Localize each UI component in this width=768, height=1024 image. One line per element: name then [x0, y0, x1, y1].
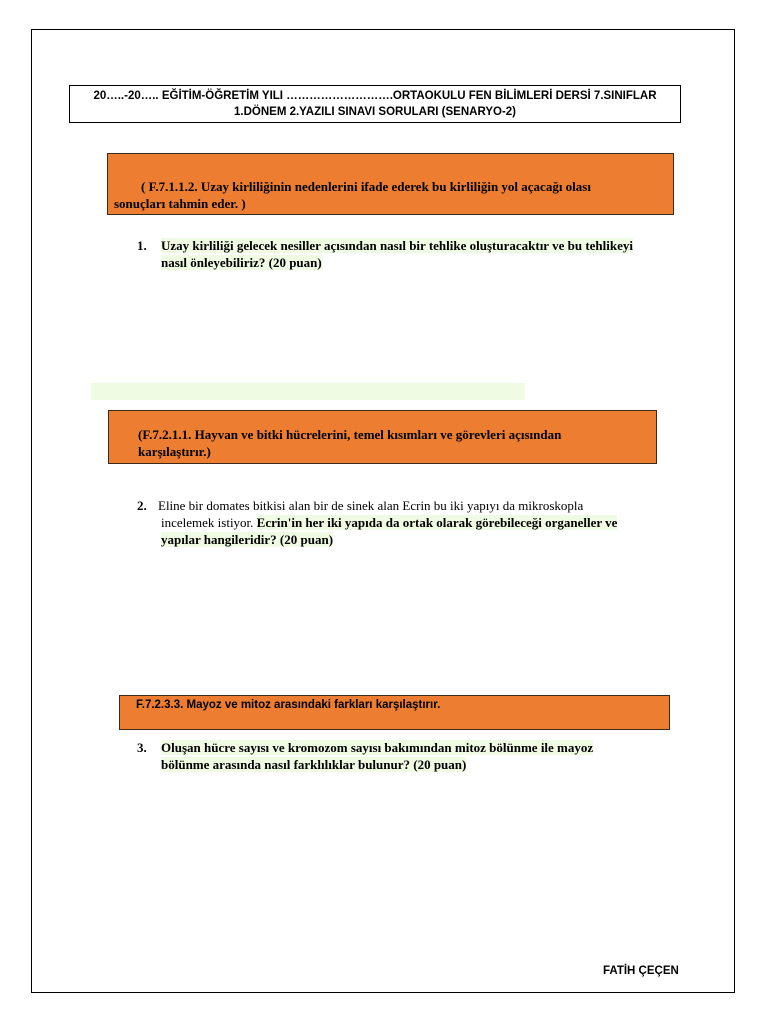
question-2-line3: yapılar hangileridir? (20 puan)	[161, 532, 334, 547]
objective-2-line1: (F.7.2.1.1. Hayvan ve bitki hücrelerini, temel kısımları ve görevleri açısından	[138, 427, 562, 442]
objective-box-3	[119, 695, 670, 730]
question-3-line1: Oluşan hücre sayısı ve kromozom sayısı bakımından mitoz bölünme ile mayoz	[161, 740, 594, 755]
question-2-number: 2.	[137, 498, 147, 513]
author-name: FATİH ÇEÇEN	[603, 965, 679, 977]
question-2-line2-plain: incelemek istiyor.	[161, 515, 257, 530]
exam-header-line2: 1.DÖNEM 2.YAZILI SINAVI SORULARI (SENARYO-2)	[234, 106, 516, 118]
objective-3-line1: F.7.2.3.3. Mayoz ve mitoz arasındaki farkları karşılaştırır.	[136, 699, 441, 711]
objective-box-2	[108, 410, 657, 464]
objective-1-line2: sonuçları tahmin eder. )	[114, 196, 246, 211]
highlight-band	[91, 383, 525, 400]
question-1-number: 1.	[137, 238, 147, 253]
question-2-line2-bold: Ecrin'in her iki yapıda da ortak olarak görebileceği organeller ve	[256, 515, 618, 530]
question-3-line2: bölünme arasında nasıl farklılıklar bulunur? (20 puan)	[161, 757, 467, 772]
question-1-line1: Uzay kirliliği gelecek nesiller açısından nasıl bir tehlike oluşturacaktır ve bu tehlikeyi	[161, 238, 633, 253]
objective-box-1	[107, 153, 674, 215]
objective-2-line2: karşılaştırır.)	[138, 444, 211, 459]
question-3-number: 3.	[137, 740, 147, 755]
question-1-line2: nasıl önleyebiliriz? (20 puan)	[161, 255, 322, 270]
exam-header-line1: 20…..-20….. EĞİTİM-ÖĞRETİM YILI ……………………….ORTAOKULU FEN BİLİMLERİ DERSİ 7.SINIFLAR	[93, 90, 657, 102]
exam-header	[69, 85, 681, 123]
objective-1-line1: ( F.7.1.1.2. Uzay kirliliğinin nedenlerini ifade ederek bu kirliliğin yol açacağı olası	[141, 179, 591, 194]
question-2-line1: Eline bir domates bitkisi alan bir de sinek alan Ecrin bu iki yapıyı da mikroskopla	[158, 498, 584, 513]
